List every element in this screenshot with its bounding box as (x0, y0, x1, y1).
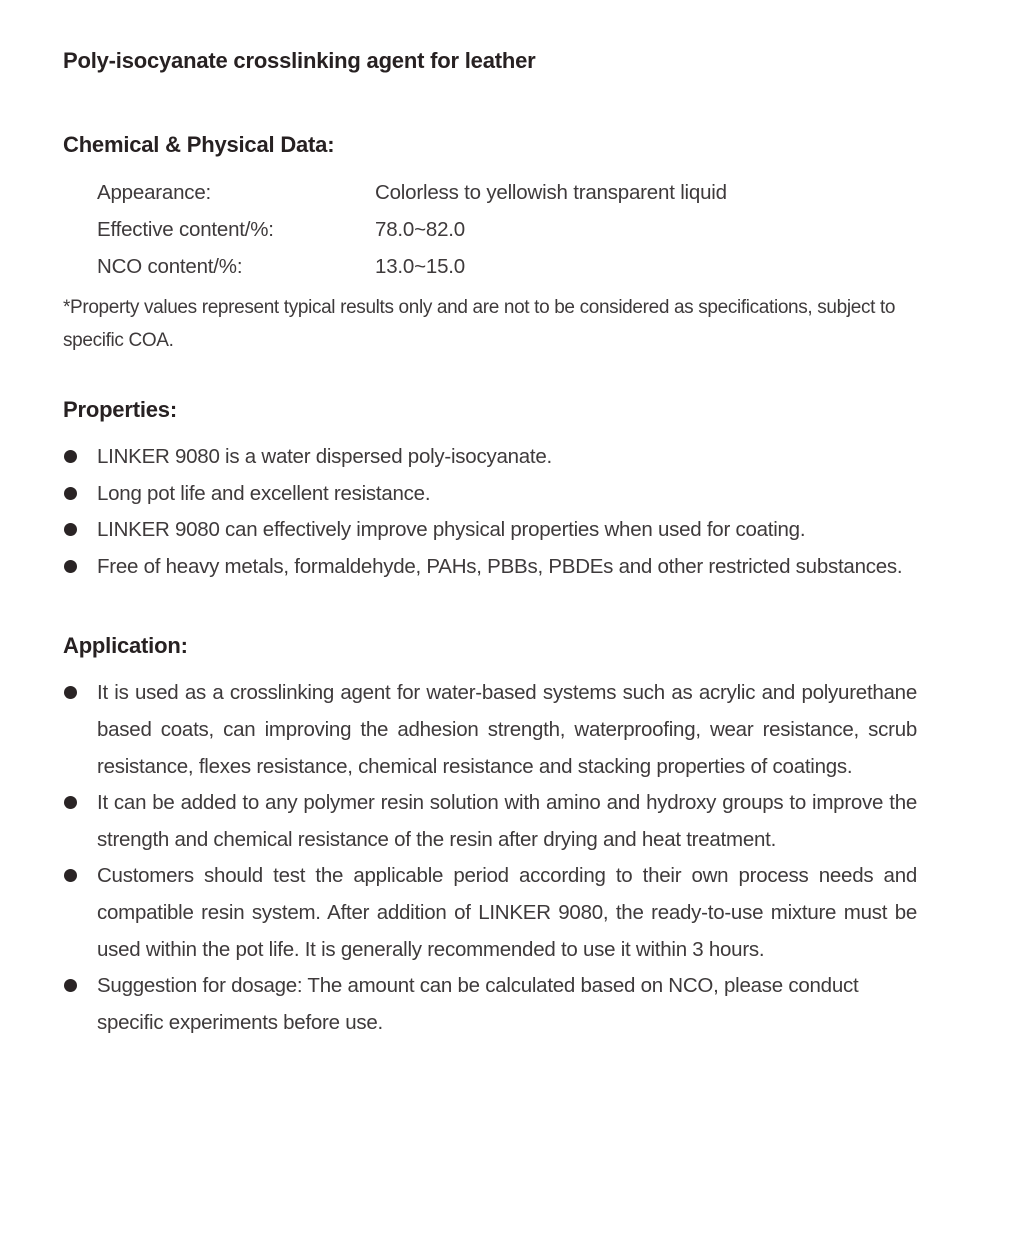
bullet-icon (64, 523, 77, 536)
table-row (97, 174, 917, 211)
list-item (63, 476, 917, 513)
bullet-icon (64, 869, 77, 882)
application-list (63, 675, 917, 1041)
table-row (97, 211, 917, 248)
chemical-data-heading: Chemical & Physical Data: (63, 132, 335, 157)
list-item-text: Long pot life and excellent resistance. (97, 481, 431, 505)
row-label: Appearance: (97, 181, 212, 204)
bullet-icon (64, 560, 77, 573)
properties-list (63, 439, 917, 585)
bullet-icon (64, 450, 77, 463)
application-section (63, 631, 917, 1041)
list-item (63, 968, 917, 1041)
document-title: Poly-isocyanate crosslinking agent for leather (63, 48, 536, 73)
bullet-icon (64, 487, 77, 500)
chemical-data-section (63, 130, 917, 357)
chemical-data-table (63, 174, 917, 285)
table-row (97, 248, 917, 285)
list-item-text: It is used as a crosslinking agent for water-based systems such as acrylic and polyurethane based coats, can improving the adhesion strength, waterproofing, wear resistance, scrub resistance, flexes resistance, chemical resistance and stacking properties of coatings. (97, 681, 917, 778)
list-item-text: Customers should test the applicable period according to their own process needs and compatible resin system. After addition of LINKER 9080, the ready-to-use mixture must be used within the pot life. It is generally recommended to use it within 3 hours. (97, 864, 917, 961)
row-value: 13.0~15.0 (375, 255, 465, 278)
application-heading: Application: (63, 633, 188, 659)
list-item-text: Suggestion for dosage: The amount can be calculated based on NCO, please conduct specific experiments before use. (97, 974, 859, 1034)
row-value: Colorless to yellowish transparent liquid (375, 181, 727, 204)
bullet-icon (64, 979, 77, 992)
properties-section (63, 395, 917, 585)
list-item-text: It can be added to any polymer resin solution with amino and hydroxy groups to improve the strength and chemical resistance of the resin after drying and heat treatment. (97, 791, 917, 851)
properties-heading: Properties: (63, 397, 177, 422)
row-label: NCO content/%: (97, 255, 243, 278)
list-item (63, 675, 917, 785)
row-value: 78.0~82.0 (375, 218, 465, 241)
list-item (63, 439, 917, 476)
list-item (63, 549, 917, 586)
list-item (63, 858, 917, 968)
list-item (63, 785, 917, 858)
list-item-text: LINKER 9080 can effectively improve physical properties when used for coating. (97, 518, 806, 542)
bullet-icon (64, 686, 77, 699)
list-item-text: Free of heavy metals, formaldehyde, PAHs, PBBs, PBDEs and other restricted substances. (97, 554, 903, 578)
specifications-footnote: *Property values represent typical results only and are not to be considered as specifications, subject to specific COA. (63, 297, 896, 351)
row-label: Effective content/%: (97, 218, 274, 241)
list-item (63, 512, 917, 549)
bullet-icon (64, 796, 77, 809)
list-item-text: LINKER 9080 is a water dispersed poly-isocyanate. (97, 445, 552, 468)
